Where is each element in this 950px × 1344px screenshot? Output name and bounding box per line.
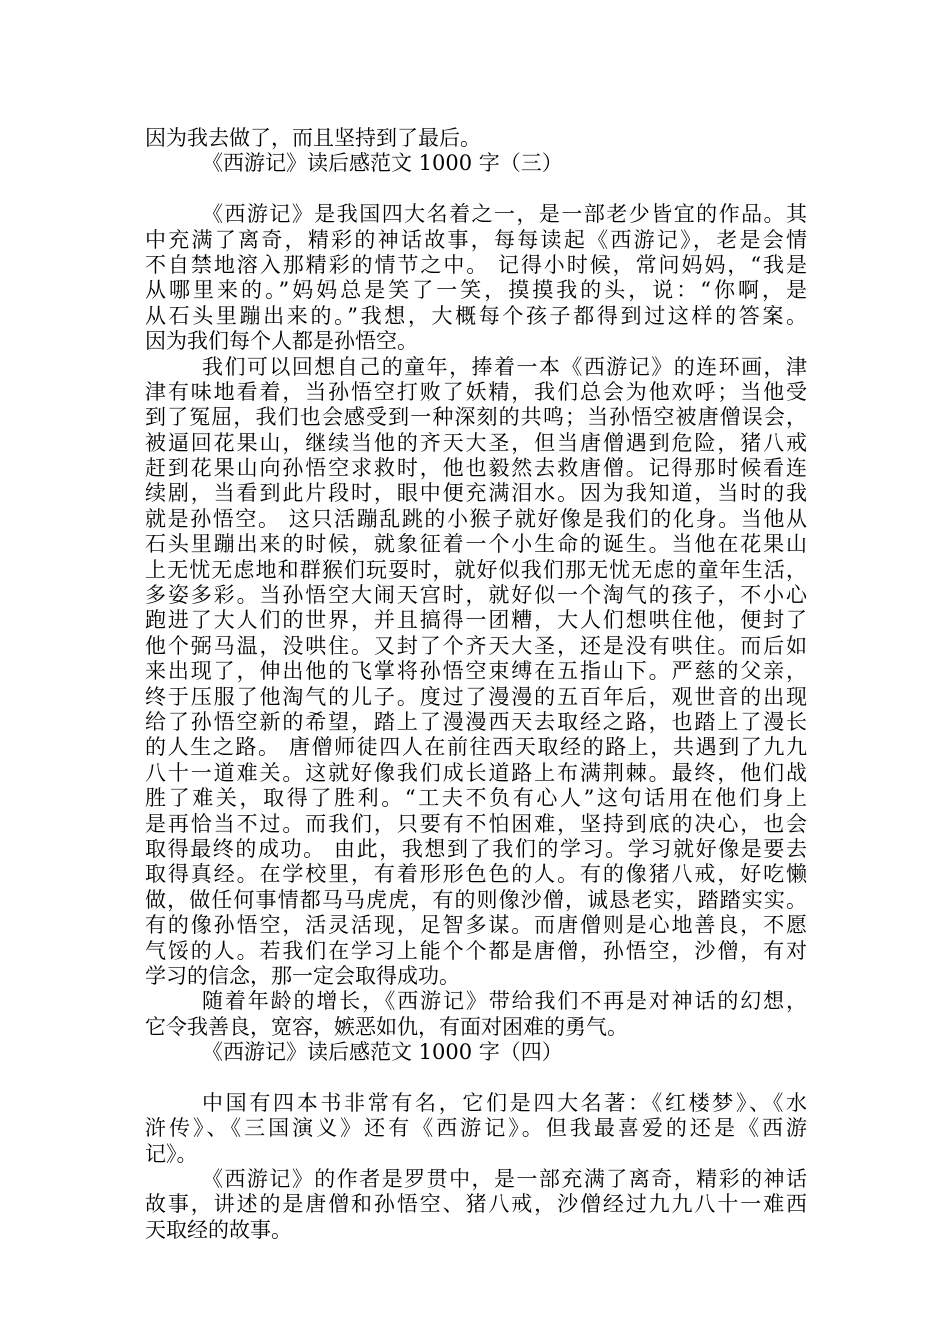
paragraph-line: 有的像孙悟空，活灵活现，足智多谋。而唐僧则是心地善良，不愿 <box>145 913 807 938</box>
paragraph-line: 续剧，当看到此片段时，眼中便充满泪水。因为我知道，当时的我 <box>145 481 807 506</box>
paragraph-line: 津有味地看着，当孙悟空打败了妖精，我们总会为他欢呼；当他受 <box>145 379 807 404</box>
paragraph-line: 是再恰当不过。而我们，只要有不怕困难，坚持到底的决心，也会 <box>145 811 807 836</box>
blank-line <box>145 177 807 202</box>
section-heading: 《西游记》读后感范文 1000 字（三） <box>202 151 563 176</box>
section-heading: 《西游记》读后感范文 1000 字（四） <box>202 1040 563 1065</box>
paragraph-line: 从石头里蹦出来的。”我想，大概每个孩子都得到过这样的答案。 <box>145 303 807 328</box>
paragraph-line: 取得最终的成功。 由此，我想到了我们的学习。学习就好像是要去 <box>145 836 807 861</box>
paragraph-line: 到了冤屈，我们也会感受到一种深刻的共鸣；当孙悟空被唐僧误会， <box>145 405 807 430</box>
paragraph-line: 故事，讲述的是唐僧和孙悟空、猪八戒，沙僧经过九九八十一难西 <box>145 1192 807 1217</box>
paragraph-line: 胜了难关，取得了胜利。“工夫不负有心人”这句话用在他们身上 <box>145 786 807 811</box>
paragraph-line: 上无忧无虑地和群猴们玩耍时，就好似我们那无忧无虑的童年生活， <box>145 557 807 582</box>
paragraph-last-line: 记》。 <box>145 1141 198 1166</box>
paragraph-line: 做，做任何事情都马马虎虎，有的则像沙僧，诚恳老实，踏踏实实。 <box>145 887 807 912</box>
paragraph-line: 给了孙悟空新的希望，踏上了漫漫西天去取经之路，也踏上了漫长 <box>145 709 807 734</box>
paragraph-line: 就是孙悟空。 这只活蹦乱跳的小猴子就好像是我们的化身。当他从 <box>145 506 807 531</box>
paragraph-first-line: 随着年龄的增长，《西游记》带给我们不再是对神话的幻想， <box>202 989 807 1014</box>
paragraph-line: 气馁的人。若我们在学习上能个个都是唐僧，孙悟空，沙僧，有对 <box>145 938 807 963</box>
paragraph-line: 取得真经。在学校里，有着形形色色的人。有的像猪八戒，好吃懒 <box>145 862 807 887</box>
paragraph-line: 赶到花果山向孙悟空求救时，他也毅然去救唐僧。记得那时候看连 <box>145 456 807 481</box>
paragraph-first-line: 中国有四本书非常有名，它们是四大名著：《红楼梦》、《水 <box>202 1090 807 1115</box>
paragraph-first-line: 《西游记》是我国四大名着之一，是一部老少皆宜的作品。其 <box>202 202 807 227</box>
paragraph-line: 浒传》、《三国演义》还有《西游记》。但我最喜爱的还是《西游 <box>145 1116 807 1141</box>
paragraph-line: 的人生之路。 唐僧师徒四人在前往西天取经的路上，共遇到了九九 <box>145 735 807 760</box>
paragraph-line: 终于压服了他淘气的儿子。度过了漫漫的五百年后，观世音的出现 <box>145 684 807 709</box>
paragraph-line: 来出现了，伸出他的飞掌将孙悟空束缚在五指山下。严慈的父亲， <box>145 659 807 684</box>
paragraph-last-line: 因为我们每个人都是孙悟空。 <box>145 329 418 354</box>
paragraph-line: 不自禁地溶入那精彩的情节之中。 记得小时候，常问妈妈，“我是 <box>145 252 807 277</box>
paragraph-line: 八十一道难关。这就好像我们成长道路上布满荆棘。最终，他们战 <box>145 760 807 785</box>
paragraph-last-line: 它令我善良，宽容，嫉恶如仇，有面对困难的勇气。 <box>145 1014 628 1039</box>
paragraph-line: 中充满了离奇，精彩的神话故事，每每读起《西游记》，老是会情 <box>145 227 807 252</box>
paragraph-last-line: 因为我去做了，而且坚持到了最后。 <box>145 126 481 150</box>
paragraph-line: 跑进了大人们的世界，并且搞得一团糟，大人们想哄住他，便封了 <box>145 608 807 633</box>
paragraph-line: 被逼回花果山，继续当他的齐天大圣，但当唐僧遇到危险，猪八戒 <box>145 430 807 455</box>
paragraph-first-line: 《西游记》的作者是罗贯中，是一部充满了离奇，精彩的神话 <box>202 1167 807 1192</box>
paragraph-first-line: 我们可以回想自己的童年，捧着一本《西游记》的连环画，津 <box>202 354 807 379</box>
paragraph-last-line: 学习的信念，那一定会取得成功。 <box>145 963 460 988</box>
document-page <box>145 126 807 1243</box>
blank-line <box>145 1065 807 1090</box>
paragraph-line: 他个弼马温，没哄住。又封了个齐天大圣，还是没有哄住。而后如 <box>145 633 807 658</box>
paragraph-line: 石头里蹦出来的时候，就象征着一个小生命的诞生。当他在花果山 <box>145 532 807 557</box>
paragraph-last-line: 天取经的故事。 <box>145 1217 292 1242</box>
paragraph-line: 从哪里来的。”妈妈总是笑了一笑，摸摸我的头，说：“你啊，是 <box>145 278 807 303</box>
paragraph-line: 多姿多彩。当孙悟空大闹天宫时，就好似一个淘气的孩子，不小心 <box>145 583 807 608</box>
